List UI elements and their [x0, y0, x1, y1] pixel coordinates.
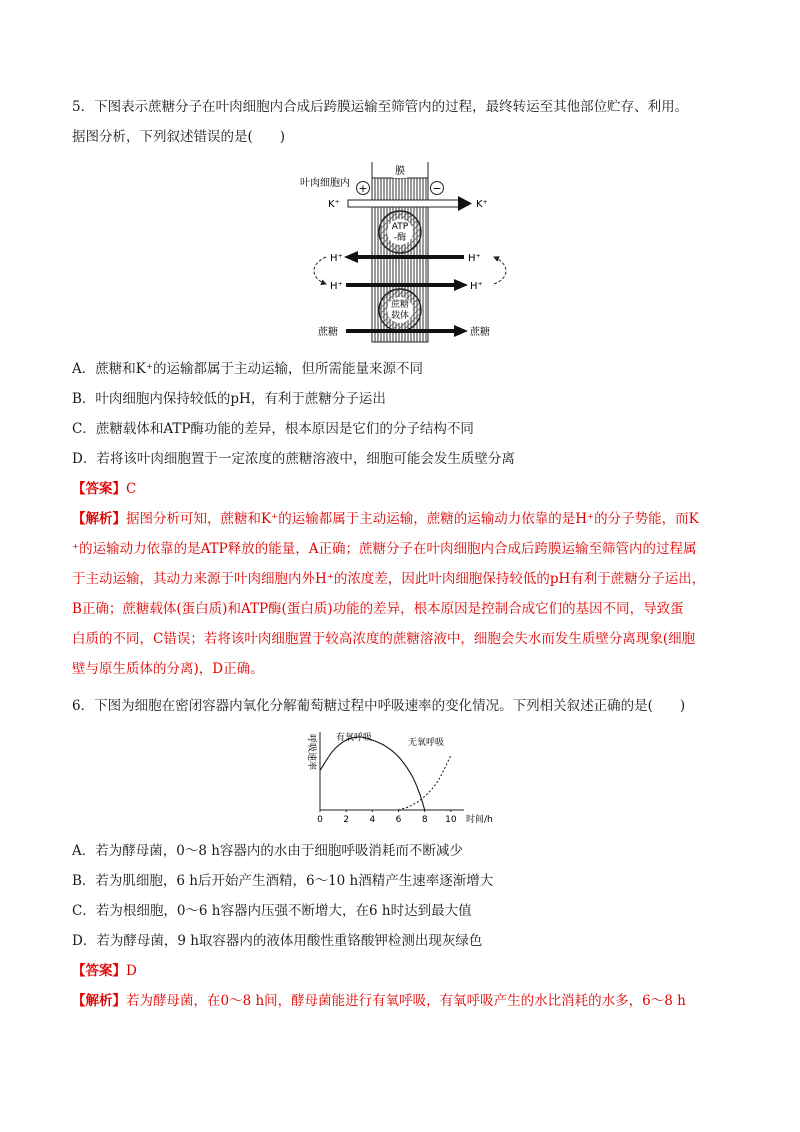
x-tick-label: 0 — [317, 815, 323, 825]
respiration-rate-chart — [296, 726, 506, 832]
x-tick-label: 4 — [369, 815, 376, 825]
q6-option-a: A．若为酵母菌，0～8 h容器内的水由于细胞呼吸消耗而不断减少 — [72, 843, 463, 859]
q6-answer-tag: 【答案】 — [72, 963, 126, 979]
q5-analysis-line-4: B正确；蔗糖载体(蛋白质)和ATP酶(蛋白质)功能的差异，根本原因是控制合成它们的基因不同，导致蛋 — [72, 601, 684, 617]
h-arrow-left-head — [344, 251, 358, 263]
svg-text:载体: 载体 — [390, 311, 410, 321]
h-cycle-right-arrow — [494, 257, 506, 284]
q6-option-c: C．若为根细胞，0～6 h容器内压强不断增大，在6 h时达到最大值 — [72, 903, 472, 919]
q5-analysis-line-5: 白质的不同，C错误；若将该叶肉细胞置于较高浓度的蔗糖溶液中，细胞会失水而发生质壁分离现象(细胞 — [72, 631, 696, 647]
q6-analysis-line-1: 【解析】若为酵母菌，在0～8 h间，酵母菌能进行有氧呼吸，有氧呼吸产生的水比消耗的水多，6～8 h — [72, 993, 686, 1009]
x-tick-label: 6 — [395, 815, 402, 825]
q5-transport-diagram — [296, 160, 516, 344]
legend-aerobic: 有氧呼吸 — [336, 733, 373, 743]
h-cycle-left-arrow — [314, 257, 326, 284]
q5-analysis-line-3: 于主动运输，其动力来源于叶肉细胞内外H⁺的浓度差，因此叶肉细胞保持较低的pH有利于蔗糖分子运出， — [72, 571, 706, 587]
q5-stem-line-1: 5．下图表示蔗糖分子在叶肉细胞内合成后跨膜运输至筛管内的过程，最终转运至其他部位贮存、利用。 — [72, 99, 689, 115]
q5-answer-line — [72, 479, 736, 499]
anaerobic-respiration-series — [399, 755, 451, 810]
k-ion-right: K⁺ — [476, 199, 488, 210]
q5-answer: C — [126, 481, 137, 497]
q5-analysis-tag: 【解析】 — [72, 511, 126, 527]
x-axis-label: 时间/h — [466, 815, 493, 825]
x-tick-label: 8 — [421, 815, 428, 825]
svg-text:H⁺: H⁺ — [330, 281, 343, 292]
svg-text:H⁺: H⁺ — [470, 281, 483, 292]
svg-text:+: + — [358, 182, 368, 195]
q6-analysis-tag: 【解析】 — [72, 993, 126, 1009]
svg-text:−: − — [432, 182, 442, 195]
sucrose-arrow-head — [454, 325, 468, 337]
svg-text:ATP: ATP — [391, 222, 409, 232]
cell-interior-label: 叶肉细胞内 — [300, 178, 350, 189]
svg-text:H⁺: H⁺ — [330, 253, 343, 264]
svg-text:H⁺: H⁺ — [468, 253, 481, 264]
sucrose-right-label: 蔗糖 — [470, 327, 490, 338]
q5-option-d: D．若将该叶肉细胞置于一定浓度的蔗糖溶液中，细胞可能会发生质壁分离 — [72, 451, 515, 467]
k-ion-left: K⁺ — [328, 199, 340, 210]
q6-option-d: D．若为酵母菌，9 h取容器内的液体用酸性重铬酸钾检测出现灰绿色 — [72, 933, 483, 949]
x-tick-label: 2 — [343, 815, 350, 825]
q6-answer-line — [72, 961, 736, 981]
q5-analysis-line-6: 壁与原生质体的分离)，D正确。 — [72, 661, 264, 677]
legend-anaerobic: 无氧呼吸 — [408, 738, 445, 748]
q6-answer: D — [126, 963, 137, 979]
x-tick-label: 10 — [445, 815, 457, 825]
q5-option-a: A．蔗糖和K⁺的运输都属于主动运输，但所需能量来源不同 — [72, 361, 423, 377]
q5-answer-tag: 【答案】 — [72, 481, 126, 497]
k-arrow-head — [458, 196, 472, 211]
q6-option-b: B．若为肌细胞，6 h后开始产生酒精，6～10 h酒精产生速率逐渐增大 — [72, 873, 494, 889]
q5-option-c: C．蔗糖载体和ATP酶功能的差异，根本原因是它们的分子结构不同 — [72, 421, 474, 437]
h-arrow-right-head — [454, 279, 468, 291]
svg-text:-酶: -酶 — [393, 233, 407, 243]
q5-option-b: B．叶肉细胞内保持较低的pH，有利于蔗糖分子运出 — [72, 391, 386, 407]
y-axis-label: 呼吸速率 — [306, 734, 316, 771]
q5-analysis-line-2: ⁺的运输动力依靠的是ATP释放的能量，A正确；蔗糖分子在叶肉细胞内合成后跨膜运输至筛管内的过程属 — [72, 541, 697, 557]
q6-stem: 6．下图为细胞在密闭容器内氧化分解葡萄糖过程中呼吸速率的变化情况。下列相关叙述正确的是( ) — [72, 698, 686, 714]
sucrose-left-label: 蔗糖 — [318, 327, 338, 338]
membrane-label: 膜 — [395, 166, 405, 177]
q5-analysis-line-1: 【解析】据图分析可知，蔗糖和K⁺的运输都属于主动运输，蔗糖的运输动力依靠的是H⁺的分子势能，而K — [72, 511, 699, 527]
q5-stem-line-2: 据图分析，下列叙述错误的是( ) — [72, 129, 286, 145]
svg-text:蔗糖: 蔗糖 — [390, 300, 410, 310]
